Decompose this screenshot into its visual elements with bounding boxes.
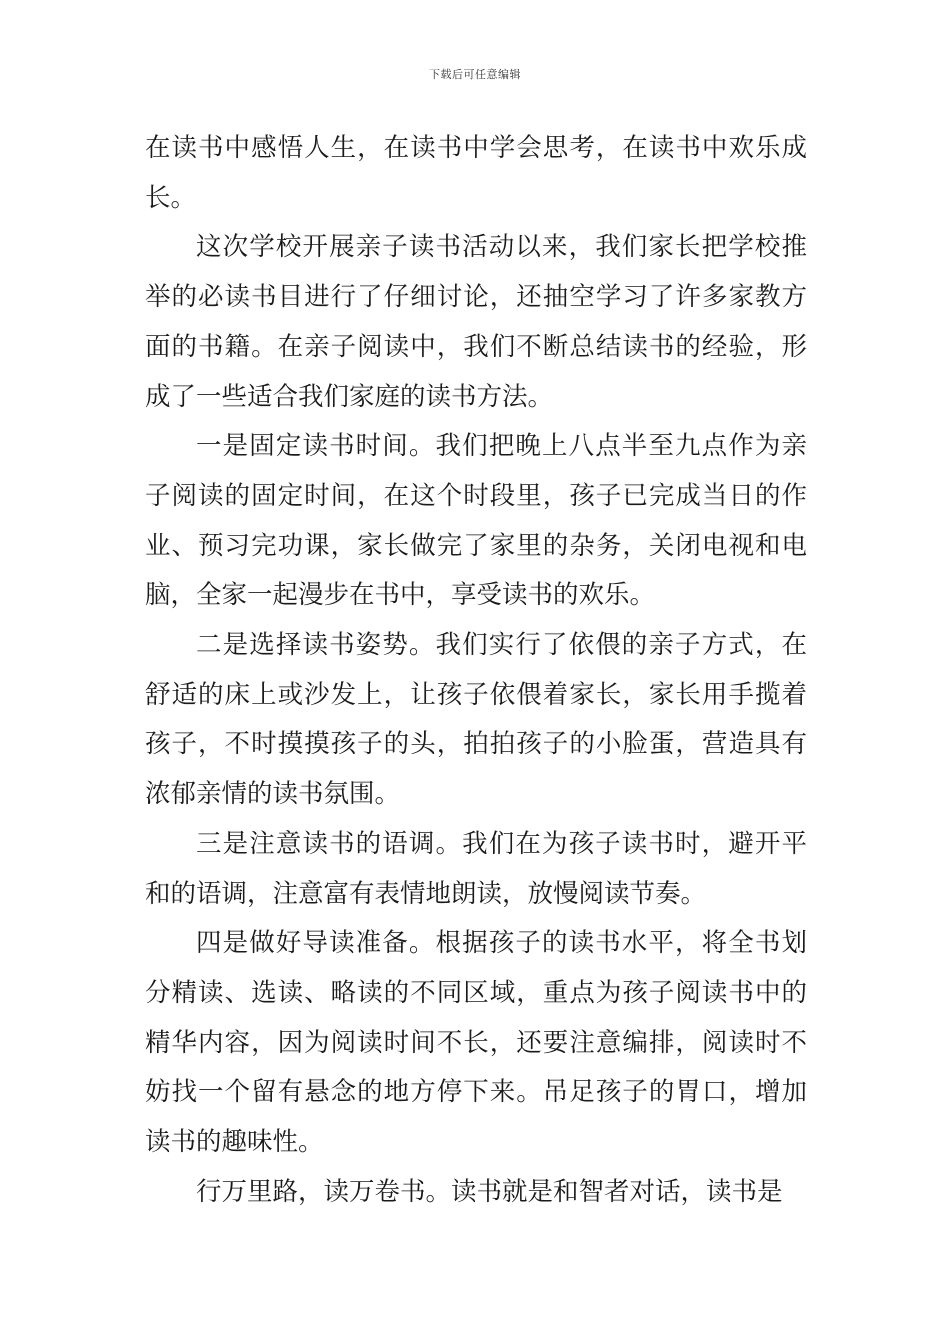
- paragraph-4: 二是选择读书姿势。我们实行了依偎的亲子方式，在舒适的床上或沙发上，让孩子依偎着家长，家长用手揽着孩子，不时摸摸孩子的头，拍拍孩子的小脸蛋，营造具有浓郁亲情的读书氛围。: [145, 630, 807, 810]
- paragraph-3: 一是固定读书时间。我们把晚上八点半至九点作为亲子阅读的固定时间，在这个时段里，孩子已完成当日的作业、预习完功课，家长做完了家里的杂务，关闭电视和电脑，全家一起漫步在书中，享受读书的欢乐。: [145, 431, 807, 611]
- document-body: [145, 124, 807, 1217]
- paragraph-2: 这次学校开展亲子读书活动以来，我们家长把学校推举的必读书目进行了仔细讨论，还抽空学习了许多家教方面的书籍。在亲子阅读中，我们不断总结读书的经验，形成了一些适合我们家庭的读书方法。: [145, 232, 807, 412]
- paragraph-1: 在读书中感悟人生，在读书中学会思考，在读书中欢乐成长。: [145, 133, 807, 213]
- paragraph-5: 三是注意读书的语调。我们在为孩子读书时，避开平和的语调，注意富有表情地朗读，放慢阅读节奏。: [145, 828, 807, 909]
- paragraph-6: 四是做好导读准备。根据孩子的读书水平，将全书划分精读、选读、略读的不同区域，重点为孩子阅读书中的精华内容，因为阅读时间不长，还要注意编排，阅读时不妨找一个留有悬念的地方停下来。吊足孩子的胃口，增加读书的趣味性。: [145, 928, 807, 1158]
- paragraph-7: 行万里路，读万卷书。读书就是和智者对话，读书是: [196, 1176, 783, 1207]
- page-header: 下载后可任意编辑: [429, 68, 521, 81]
